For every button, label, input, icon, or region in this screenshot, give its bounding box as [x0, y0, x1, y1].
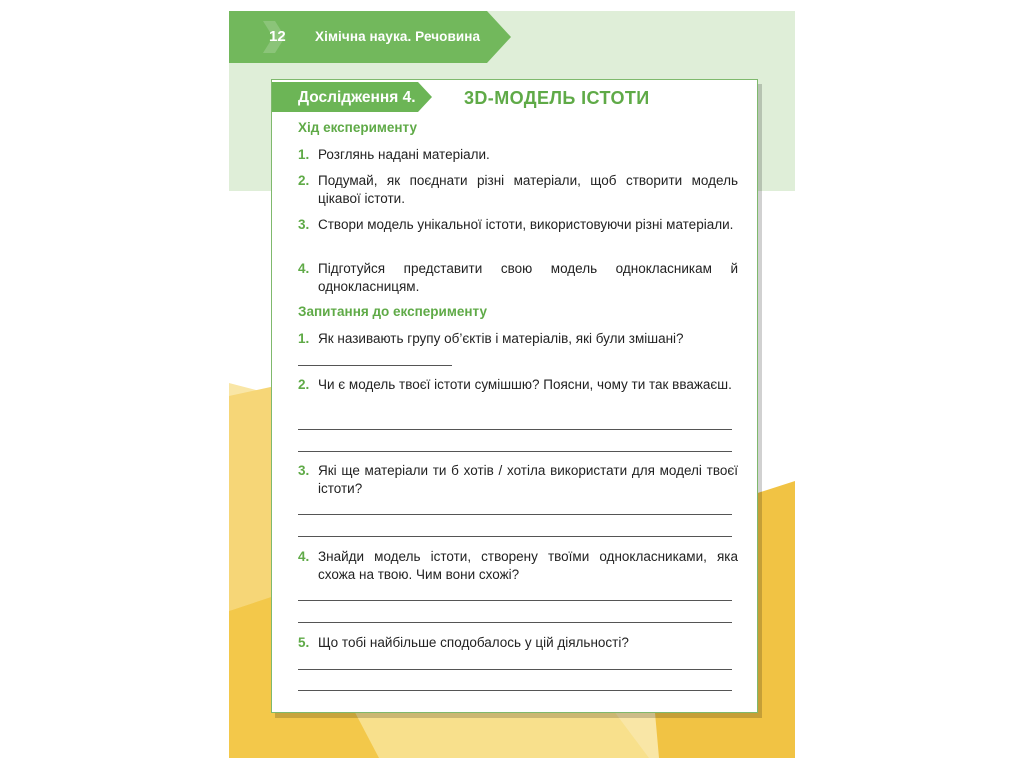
question-item	[298, 330, 738, 348]
question-text: Що тобі найбільше сподобалось у цій діяльності?	[318, 635, 629, 650]
research-tag: Дослідження 4.	[298, 89, 416, 106]
question-text: Які ще матеріали ти б хотів / хотіла використати для моделі твоєї істоти?	[318, 463, 738, 496]
procedure-step	[298, 146, 738, 164]
answer-line[interactable]	[298, 622, 732, 623]
answer-line[interactable]	[298, 451, 732, 452]
procedure-step	[298, 260, 738, 296]
question-number: 2.	[298, 377, 310, 392]
step-number: 2.	[298, 173, 310, 188]
procedure-heading: Хід експерименту	[298, 120, 417, 135]
textbook-page	[229, 11, 795, 758]
research-title: 3D-МОДЕЛЬ ІСТОТИ	[464, 88, 650, 108]
step-number: 4.	[298, 261, 310, 276]
answer-line[interactable]	[298, 690, 732, 691]
step-text: Розглянь надані матеріали.	[318, 147, 490, 162]
step-text: Подумай, як поєднати різні матеріали, щоб створити модель цікавої істоти.	[318, 173, 738, 206]
chapter-title: Хімічна наука. Речовина	[315, 29, 481, 44]
answer-line[interactable]	[298, 600, 732, 601]
question-number: 3.	[298, 463, 310, 478]
question-item	[298, 634, 738, 652]
question-number: 1.	[298, 331, 310, 346]
answer-line[interactable]	[298, 536, 732, 537]
question-text: Чи є модель твоєї істоти сумішшю? Поясни, чому ти так вважаєш.	[318, 377, 732, 392]
question-item	[298, 462, 738, 498]
question-number: 5.	[298, 635, 310, 650]
question-item	[298, 376, 738, 394]
step-text: Створи модель унікальної істоти, використовуючи різні матеріали.	[318, 217, 734, 232]
answer-line[interactable]	[298, 669, 732, 670]
questions-heading: Запитання до експерименту	[298, 304, 487, 319]
card-header	[272, 80, 757, 114]
step-text: Підготуйся представити свою модель однокласникам й однокласницям.	[318, 261, 738, 294]
research-card	[271, 79, 758, 713]
question-item	[298, 548, 738, 584]
step-number: 3.	[298, 217, 310, 232]
procedure-step	[298, 216, 738, 234]
question-text: Знайди модель істоти, створену твоїми однокласниками, яка схожа на твою. Чим вони схожі?	[318, 549, 738, 582]
step-number: 1.	[298, 147, 310, 162]
answer-line[interactable]	[298, 429, 732, 430]
question-text: Як називають групу об’єктів і матеріалів, які були змішані?	[318, 331, 684, 346]
answer-line[interactable]	[298, 514, 732, 515]
question-number: 4.	[298, 549, 310, 564]
answer-line[interactable]	[298, 365, 452, 366]
procedure-step	[298, 172, 738, 208]
page-number: 12	[269, 28, 286, 45]
